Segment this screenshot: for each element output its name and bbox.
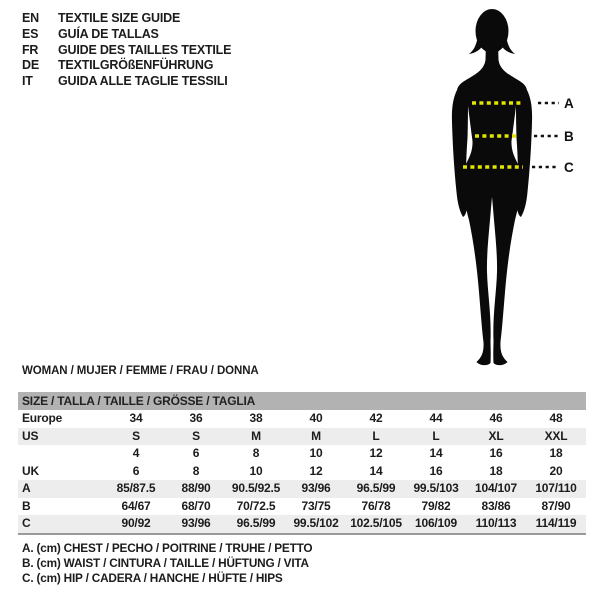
size-cell: 6 <box>192 446 200 460</box>
table-row <box>18 480 586 498</box>
language-code: ES <box>22 26 39 41</box>
size-cell: M <box>251 428 261 443</box>
size-cell: 88/90 <box>181 481 211 495</box>
size-cell: 99.5/103 <box>413 481 459 495</box>
size-cell: 90/92 <box>121 516 151 530</box>
row-label: B <box>22 498 31 513</box>
size-cell: 85/87.5 <box>116 481 156 495</box>
language-label: GUIDA ALLE TAGLIE TESSILI <box>58 74 228 89</box>
legend-line: A. (cm) CHEST / PECHO / POITRINE / TRUHE / PETTO <box>22 541 313 555</box>
size-cell: 10 <box>309 446 323 460</box>
size-cell: 38 <box>249 411 263 425</box>
language-label: TEXTILE SIZE GUIDE <box>58 11 181 25</box>
row-label: Europe <box>22 411 63 425</box>
woman-silhouette-icon <box>420 0 600 380</box>
size-cell: 104/107 <box>475 481 517 495</box>
silhouette-body <box>457 42 527 365</box>
size-cell: L <box>372 428 380 443</box>
table-row <box>18 515 586 533</box>
table-bottom-border <box>18 533 586 535</box>
size-cell: S <box>192 428 200 443</box>
row-label: C <box>22 516 31 530</box>
size-cell: 18 <box>549 446 563 460</box>
size-cell: 16 <box>489 446 503 460</box>
size-cell: 70/72.5 <box>236 498 276 513</box>
language-code: DE <box>22 58 39 73</box>
size-cell: S <box>132 428 140 443</box>
size-cell: XL <box>488 428 504 443</box>
table-row <box>18 463 586 481</box>
size-cell: 93/96 <box>181 516 211 530</box>
language-code: FR <box>22 42 39 57</box>
marker-label-c: C <box>564 160 574 175</box>
marker-label-b: B <box>564 129 574 144</box>
size-cell: 64/67 <box>121 498 151 513</box>
size-cell: 96.5/99 <box>356 481 396 495</box>
size-cell: 68/70 <box>181 498 211 513</box>
size-cell: 36 <box>189 411 203 425</box>
size-cell: 10 <box>249 463 263 478</box>
size-table <box>18 392 586 535</box>
language-row <box>22 43 231 59</box>
size-cell: 96.5/99 <box>236 516 276 530</box>
language-row <box>22 74 231 90</box>
legend-line: B. (cm) WAIST / CINTURA / TAILLE / HÜFTUNG / VITA <box>22 556 309 571</box>
language-code: IT <box>22 74 33 89</box>
size-cell: 79/82 <box>421 498 451 513</box>
size-cell: 102.5/105 <box>350 516 402 530</box>
woman-silhouette-figure <box>420 0 600 380</box>
size-cell: 46 <box>489 411 503 425</box>
size-cell: 76/78 <box>361 498 391 513</box>
size-cell: 106/109 <box>415 516 457 530</box>
row-label: US <box>22 428 39 443</box>
language-row <box>22 27 231 43</box>
size-cell: 18 <box>489 463 503 478</box>
size-cell: 12 <box>309 463 323 478</box>
size-cell: XXL <box>544 428 568 443</box>
table-row <box>18 445 586 463</box>
silhouette-left-arm <box>452 90 468 217</box>
section-title: WOMAN / MUJER / FEMME / FRAU / DONNA <box>22 365 259 377</box>
size-cell: 16 <box>429 463 443 478</box>
size-cell: 4 <box>132 446 140 460</box>
marker-label-a: A <box>564 96 574 111</box>
table-row <box>18 498 586 516</box>
size-cell: 6 <box>132 463 140 478</box>
size-cell: 107/110 <box>535 481 577 495</box>
size-cell: 73/75 <box>301 498 331 513</box>
size-cell: 14 <box>369 463 383 478</box>
silhouette-right-arm <box>516 90 532 217</box>
row-label: A <box>22 481 31 495</box>
measurement-legend <box>22 541 312 587</box>
table-row <box>18 410 586 428</box>
size-cell: 114/119 <box>535 516 577 530</box>
table-row <box>18 428 586 446</box>
size-cell: 99.5/102 <box>293 516 339 530</box>
language-code: EN <box>22 11 39 25</box>
size-cell: 87/90 <box>541 498 571 513</box>
size-cell: 40 <box>309 411 323 425</box>
size-table-body <box>18 410 586 533</box>
size-cell: 83/86 <box>481 498 511 513</box>
row-label <box>18 445 106 463</box>
size-cell: 110/113 <box>475 516 517 530</box>
size-cell: M <box>311 428 321 443</box>
row-label: UK <box>22 463 39 478</box>
size-cell: 42 <box>369 411 383 425</box>
language-row <box>22 58 231 74</box>
language-label: GUÍA DE TALLAS <box>58 26 159 41</box>
language-list <box>22 11 231 90</box>
language-label: TEXTILGRÖßENFÜHRUNG <box>58 58 214 73</box>
size-cell: 8 <box>192 463 200 478</box>
size-cell: 12 <box>369 446 383 460</box>
size-cell: L <box>432 428 440 443</box>
size-cell: 14 <box>429 446 443 460</box>
language-label: GUIDE DES TAILLES TEXTILE <box>58 42 232 57</box>
language-row <box>22 11 231 27</box>
size-cell: 20 <box>549 463 563 478</box>
size-cell: 93/96 <box>301 481 331 495</box>
legend-line: C. (cm) HIP / CADERA / HANCHE / HÜFTE / HIPS <box>22 571 283 586</box>
size-cell: 90.5/92.5 <box>231 481 281 495</box>
size-cell: 34 <box>129 411 143 425</box>
size-cell: 48 <box>549 411 563 425</box>
size-table-header: SIZE / TALLA / TAILLE / GRÖSSE / TAGLIA <box>18 392 586 410</box>
size-cell: 8 <box>252 446 260 460</box>
size-cell: 44 <box>429 411 443 425</box>
